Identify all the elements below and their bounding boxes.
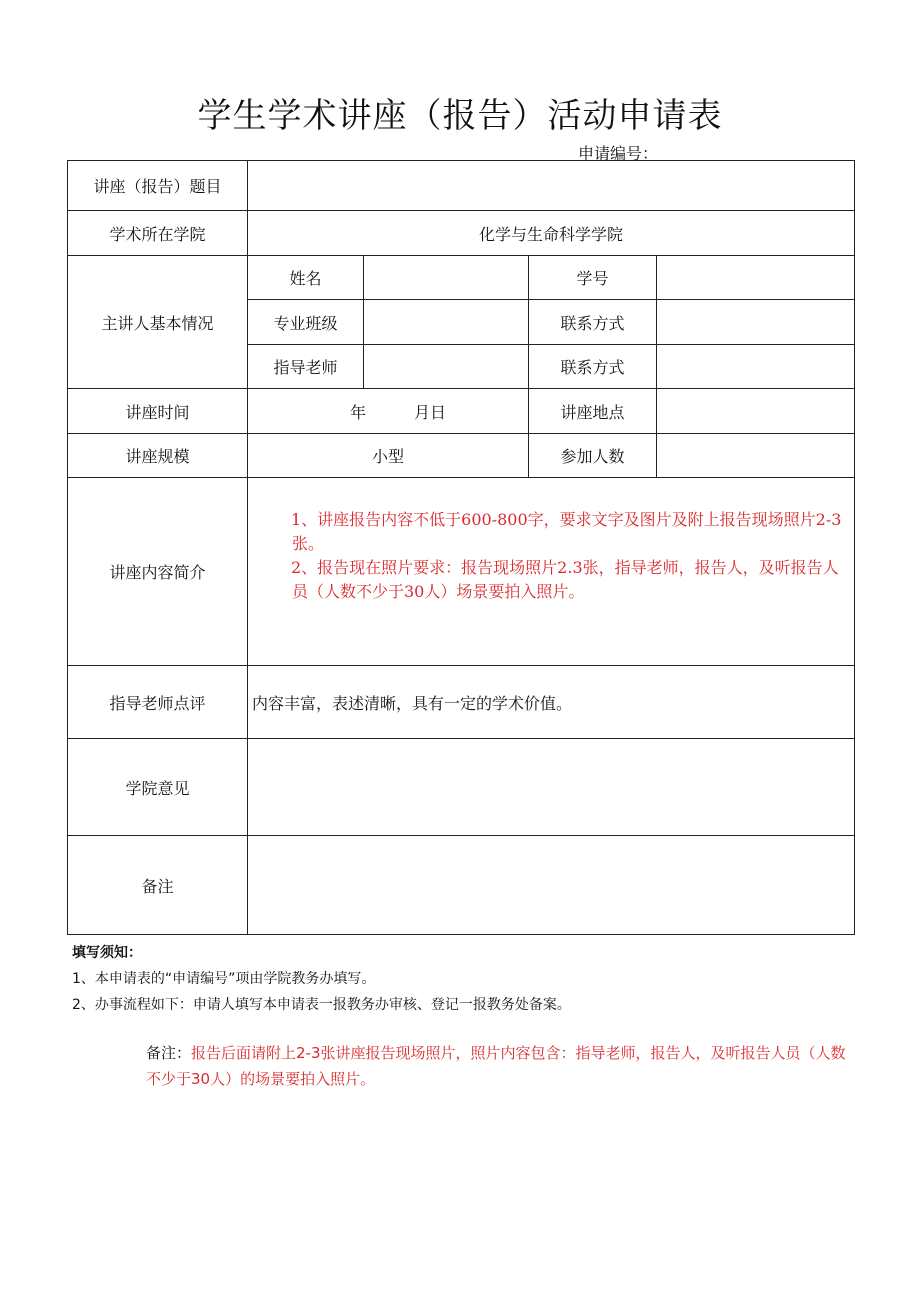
instruction-item: 1、本申请表的“申请编号”项由学院教务办填写。 — [72, 971, 376, 987]
time-label: 讲座时间 — [68, 389, 248, 434]
major-class-field[interactable] — [364, 300, 529, 345]
college-field[interactable]: 化学与生命科学学院 — [248, 211, 855, 256]
college-label: 学术所在学院 — [68, 211, 248, 256]
scale-field[interactable]: 小型 — [248, 434, 529, 478]
remarks-field[interactable] — [248, 836, 855, 935]
topic-field[interactable] — [248, 161, 855, 211]
student-id-field[interactable] — [657, 256, 855, 300]
advisor-comment-field[interactable]: 内容丰富，表述清晰，具有一定的学术价值。 — [248, 666, 855, 739]
footer-note-label: 备注： — [146, 1044, 192, 1062]
page-title: 学生学术讲座（报告）活动申请表 — [197, 96, 723, 136]
advisor-field[interactable] — [364, 345, 529, 389]
advisor-contact-field[interactable] — [657, 345, 855, 389]
instructions-heading: 填写须知： — [72, 945, 142, 961]
attendees-label: 参加人数 — [529, 434, 657, 478]
college-opinion-label: 学院意见 — [68, 739, 248, 836]
speaker-info-label: 主讲人基本情况 — [68, 256, 248, 389]
remarks-label: 备注 — [68, 836, 248, 935]
student-id-label: 学号 — [529, 256, 657, 300]
name-field[interactable] — [364, 256, 529, 300]
topic-label: 讲座（报告）题目 — [68, 161, 248, 211]
name-label: 姓名 — [248, 256, 364, 300]
time-field[interactable]: 年 月日 — [248, 389, 529, 434]
location-field[interactable] — [657, 389, 855, 434]
application-number-label: 申请编号： — [578, 144, 659, 163]
summary-label: 讲座内容简介 — [68, 478, 248, 666]
advisor-label: 指导老师 — [248, 345, 364, 389]
summary-field[interactable] — [248, 478, 855, 666]
college-opinion-field[interactable] — [248, 739, 855, 836]
summary-line-1: 1、讲座报告内容不低于600-800字，要求文字及图片及附上报告现场照片2-3张。 — [291, 510, 842, 553]
instruction-item: 2、办事流程如下：申请人填写本申请表一报教务办审核、登记一报教务处备案。 — [72, 997, 571, 1013]
speaker-contact-field[interactable] — [657, 300, 855, 345]
speaker-contact-label: 联系方式 — [529, 300, 657, 345]
application-form-table — [67, 160, 855, 935]
footer-note — [146, 1040, 846, 1092]
advisor-comment-label: 指导老师点评 — [68, 666, 248, 739]
instructions — [72, 940, 571, 1018]
summary-line-2: 2、报告现在照片要求：报告现场照片2.3张，指导老师，报告人，及听报告人员（人数不少于30人）场景要拍入照片。 — [291, 558, 839, 601]
advisor-contact-label: 联系方式 — [529, 345, 657, 389]
attendees-field[interactable] — [657, 434, 855, 478]
major-class-label: 专业班级 — [248, 300, 364, 345]
footer-note-text: 报告后面请附上2-3张讲座报告现场照片，照片内容包含：指导老师，报告人，及听报告人员（人数不少于30人）的场景要拍入照片。 — [146, 1044, 846, 1088]
location-label: 讲座地点 — [529, 389, 657, 434]
scale-label: 讲座规模 — [68, 434, 248, 478]
